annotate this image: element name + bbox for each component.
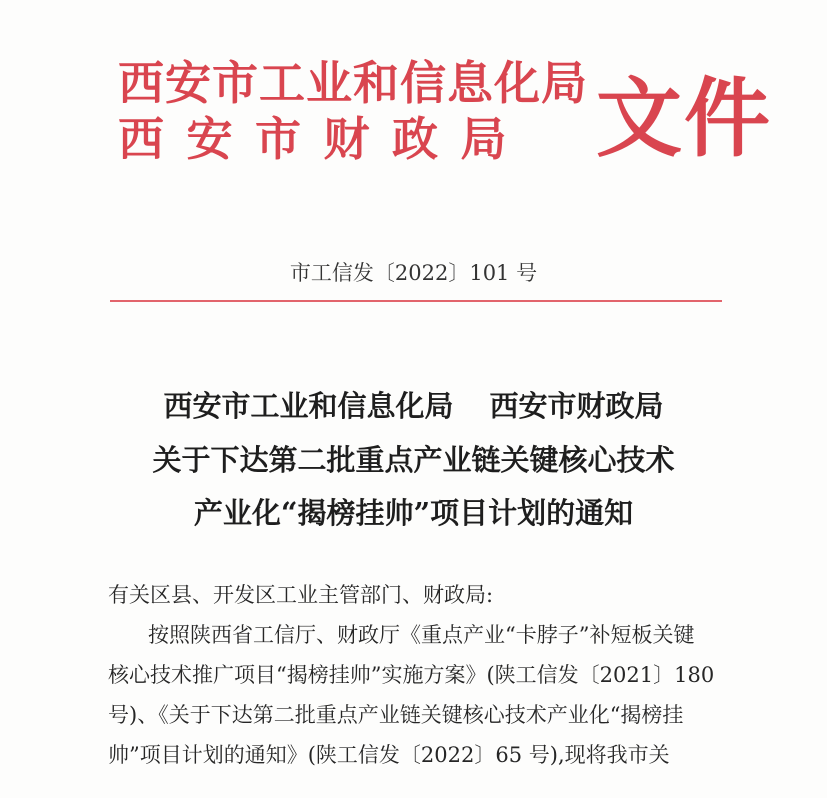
title-line-3: 产业化“揭榜挂帅”项目计划的通知 [193, 496, 634, 530]
document-number: 市工信发〔2022〕101 号 [289, 261, 538, 285]
red-letterhead [0, 0, 827, 200]
title-line-2: 关于下达第二批重点产业链关键核心技术 [152, 443, 675, 477]
recipients-line: 有关区县、开发区工业主管部门、财政局: [108, 583, 494, 607]
title-line-1 [0, 386, 827, 426]
issuer-line-2: 西安市财政局 [118, 112, 529, 166]
title-issuer-a: 西安市工业和信息化局 [163, 389, 454, 423]
body-line-3: 号)、《关于下达第二批重点产业链关键核心技术产业化“揭榜挂 [108, 703, 684, 727]
document-type-label: 文件 [596, 69, 772, 169]
issuer-line-1: 西安市工业和信息化局 [118, 56, 588, 110]
body-line-4: 帅”项目计划的通知》(陕工信发〔2022〕65 号),现将我市关 [108, 743, 670, 767]
red-separator-line [110, 300, 722, 302]
body-line-1: 按照陕西省工信厅、财政厅《重点产业“卡脖子”补短板关键 [148, 623, 695, 647]
body-line-2: 核心技术推广项目“揭榜挂帅”实施方案》(陕工信发〔2021〕180 [108, 663, 715, 687]
title-issuer-b: 西安市财政局 [489, 389, 664, 423]
